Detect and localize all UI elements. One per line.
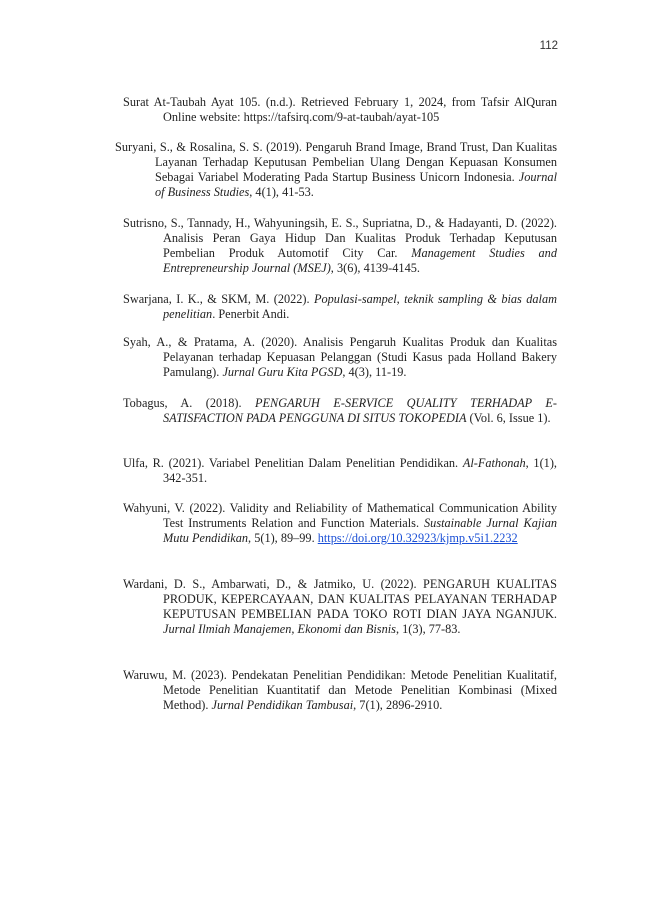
reference-journal: Jurnal Ilmiah Manajemen, Ekonomi dan Bisnis <box>163 622 396 636</box>
reference-details: , 5(1), 89–99. <box>248 531 318 545</box>
reference-text: Syah, A., & Pratama, A. (2020). Analisis Pengaruh Kualitas Produk dan Kualitas Pelayanan terhadap Kepuasan Pelanggan (Studi Kasus pada Holland Bakery Pamulang). <box>123 335 557 379</box>
reference-details: . Penerbit Andi. <box>212 307 290 321</box>
reference-entry-swarjana <box>123 292 557 322</box>
reference-entry-syah <box>123 335 557 380</box>
reference-title: PENGARUH E-SERVICE QUALITY TERHADAP E-SATISFACTION PADA PENGGUNA DI SITUS TOKOPEDIA <box>163 396 557 425</box>
reference-journal: Jurnal Pendidikan Tambusai <box>211 698 354 712</box>
reference-details: , 4(1), 41-53. <box>249 185 314 199</box>
reference-text: Suryani, S., & Rosalina, S. S. (2019). Pengaruh Brand Image, Brand Trust, Dan Kualitas Layanan Terhadap Keputusan Pembelian Ulang Dengan Kepuasan Konsumen Sebagai Variabel Moderating Pada Startup Business Unicorn Indonesia. <box>115 140 557 184</box>
reference-journal: Sustainable Jurnal Kajian Mutu Pendidikan <box>163 516 557 545</box>
doi-link[interactable]: https://doi.org/10.32923/kjmp.v5i1.2232 <box>317 531 518 545</box>
reference-text: Surat At-Taubah Ayat 105. (n.d.). Retrieved February 1, 2024, from Tafsir AlQuran Online website: https://tafsirq.com/9-at-taubah/ayat-105 <box>123 95 557 124</box>
reference-entry-wardani <box>123 577 557 637</box>
reference-entry-suryani <box>115 140 557 200</box>
reference-journal: Al-Fathonah <box>462 456 526 470</box>
reference-entry-wahyuni <box>123 501 557 546</box>
reference-details: , 7(1), 2896-2910. <box>353 698 443 712</box>
reference-entry-ulfa <box>123 456 557 486</box>
reference-entry-tobagus <box>123 396 557 426</box>
reference-text: Wardani, D. S., Ambarwati, D., & Jatmiko, U. (2022). PENGARUH KUALITAS PRODUK, KEPERCAYAAN, DAN KUALITAS PELAYANAN TERHADAP KEPUTUSAN PEMBELIAN PADA TOKO ROTI DIAN JAYA NGANJUK. <box>123 577 557 621</box>
reference-details: , 1(1), 342-351. <box>163 456 557 485</box>
reference-text: Ulfa, R. (2021). Variabel Penelitian Dalam Penelitian Pendidikan. <box>123 456 463 470</box>
reference-journal: Jurnal Guru Kita PGSD <box>222 365 343 379</box>
reference-title: Populasi-sampel, teknik sampling & bias dalam penelitian <box>163 292 557 321</box>
reference-text: Swarjana, I. K., & SKM, M. (2022). <box>123 292 314 306</box>
reference-journal: Management Studies and Entrepreneurship Journal (MSEJ) <box>163 246 557 275</box>
reference-entry-surat-at-taubah <box>123 95 557 125</box>
reference-text: Tobagus, A. (2018). <box>123 396 256 410</box>
reference-journal: Journal of Business Studies <box>155 170 557 199</box>
reference-details: , 3(6), 4139-4145. <box>330 261 420 275</box>
reference-entry-sutrisno <box>123 216 557 276</box>
reference-text: Wahyuni, V. (2022). Validity and Reliability of Mathematical Communication Ability Test Instruments Relation and Function Materials. <box>123 501 557 530</box>
reference-entry-waruwu <box>123 668 557 713</box>
reference-details: (Vol. 6, Issue 1). <box>466 411 551 425</box>
page-number: 112 <box>539 40 558 52</box>
reference-details: , 4(3), 11-19. <box>342 365 407 379</box>
reference-text: Sutrisno, S., Tannady, H., Wahyuningsih, E. S., Supriatna, D., & Hadayanti, D. (2022). Analisis Peran Gaya Hidup Dan Kualitas Produk Terhadap Keputusan Pembelian Produk Automotif City Car. <box>123 216 557 260</box>
reference-details: , 1(3), 77-83. <box>395 622 461 636</box>
reference-text: Waruwu, M. (2023). Pendekatan Penelitian Pendidikan: Metode Penelitian Kualitatif, Metode Penelitian Kuantitatif dan Metode Penelitian Kombinasi (Mixed Method). <box>123 668 557 712</box>
